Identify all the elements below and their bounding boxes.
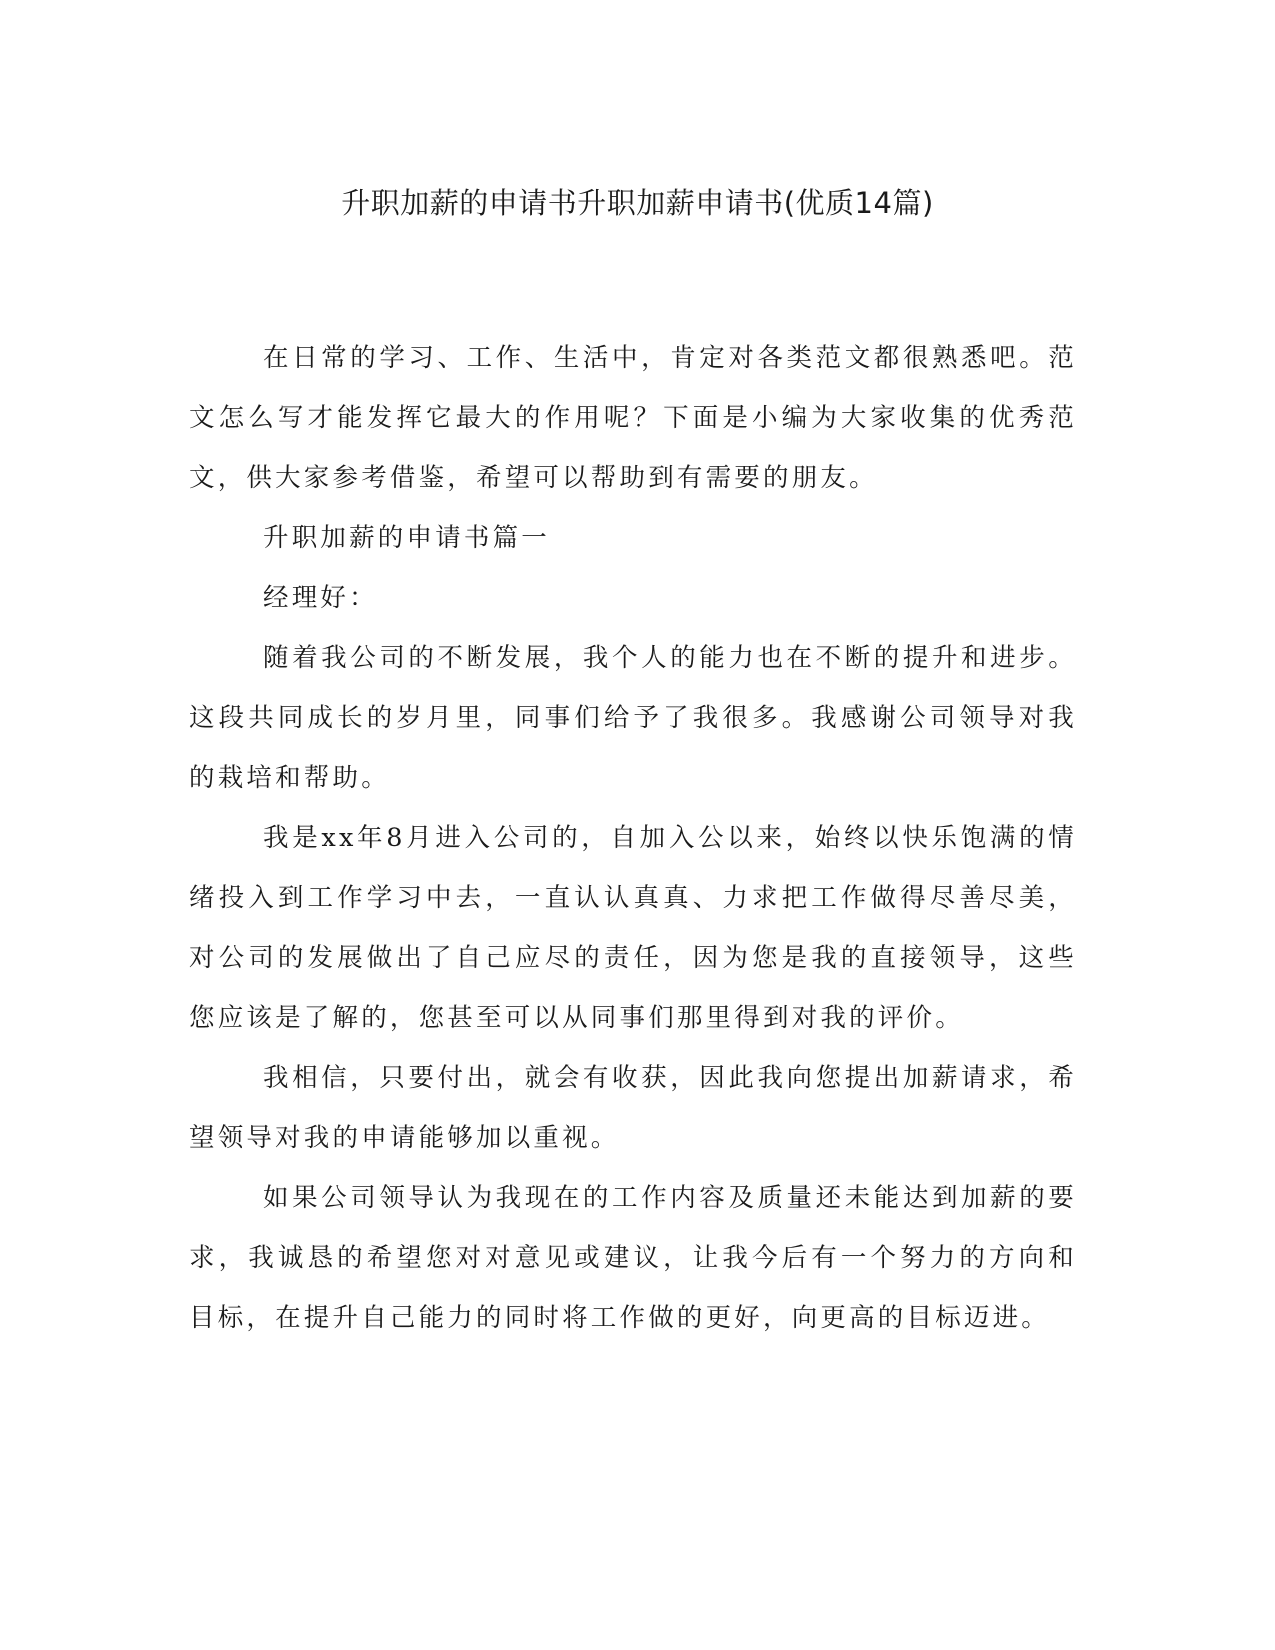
body-paragraph: 随着我公司的不断发展，我个人的能力也在不断的提升和进步。这段共同成长的岁月里，同事们给予了我很多。我感谢公司领导对我的栽培和帮助。 (189, 643, 1077, 793)
body-paragraph: 我相信，只要付出，就会有收获，因此我向您提出加薪请求，希望领导对我的申请能够加以重视。 (189, 1063, 1077, 1153)
intro-paragraph: 在日常的学习、工作、生活中，肯定对各类范文都很熟悉吧。范文怎么写才能发挥它最大的作用呢？下面是小编为大家收集的优秀范文，供大家参考借鉴，希望可以帮助到有需要的朋友。 (189, 343, 1077, 493)
document-title: 升职加薪的申请书升职加薪申请书(优质14篇) (341, 186, 934, 220)
section-heading: 升职加薪的申请书篇一 (263, 523, 551, 553)
body-paragraph: 如果公司领导认为我现在的工作内容及质量还未能达到加薪的要求，我诚恳的希望您对对意见或建议，让我今后有一个努力的方向和目标，在提升自己能力的同时将工作做的更好，向更高的目标迈进。 (189, 1183, 1077, 1333)
body-paragraph: 我是xx年8月进入公司的，自加入公以来，始终以快乐饱满的情绪投入到工作学习中去，一直认认真真、力求把工作做得尽善尽美，对公司的发展做出了自己应尽的责任，因为您是我的直接领导，这些您应该是了解的，您甚至可以从同事们那里得到对我的评价。 (189, 823, 1077, 1033)
document-body (189, 328, 1077, 1348)
salutation: 经理好： (263, 583, 378, 613)
